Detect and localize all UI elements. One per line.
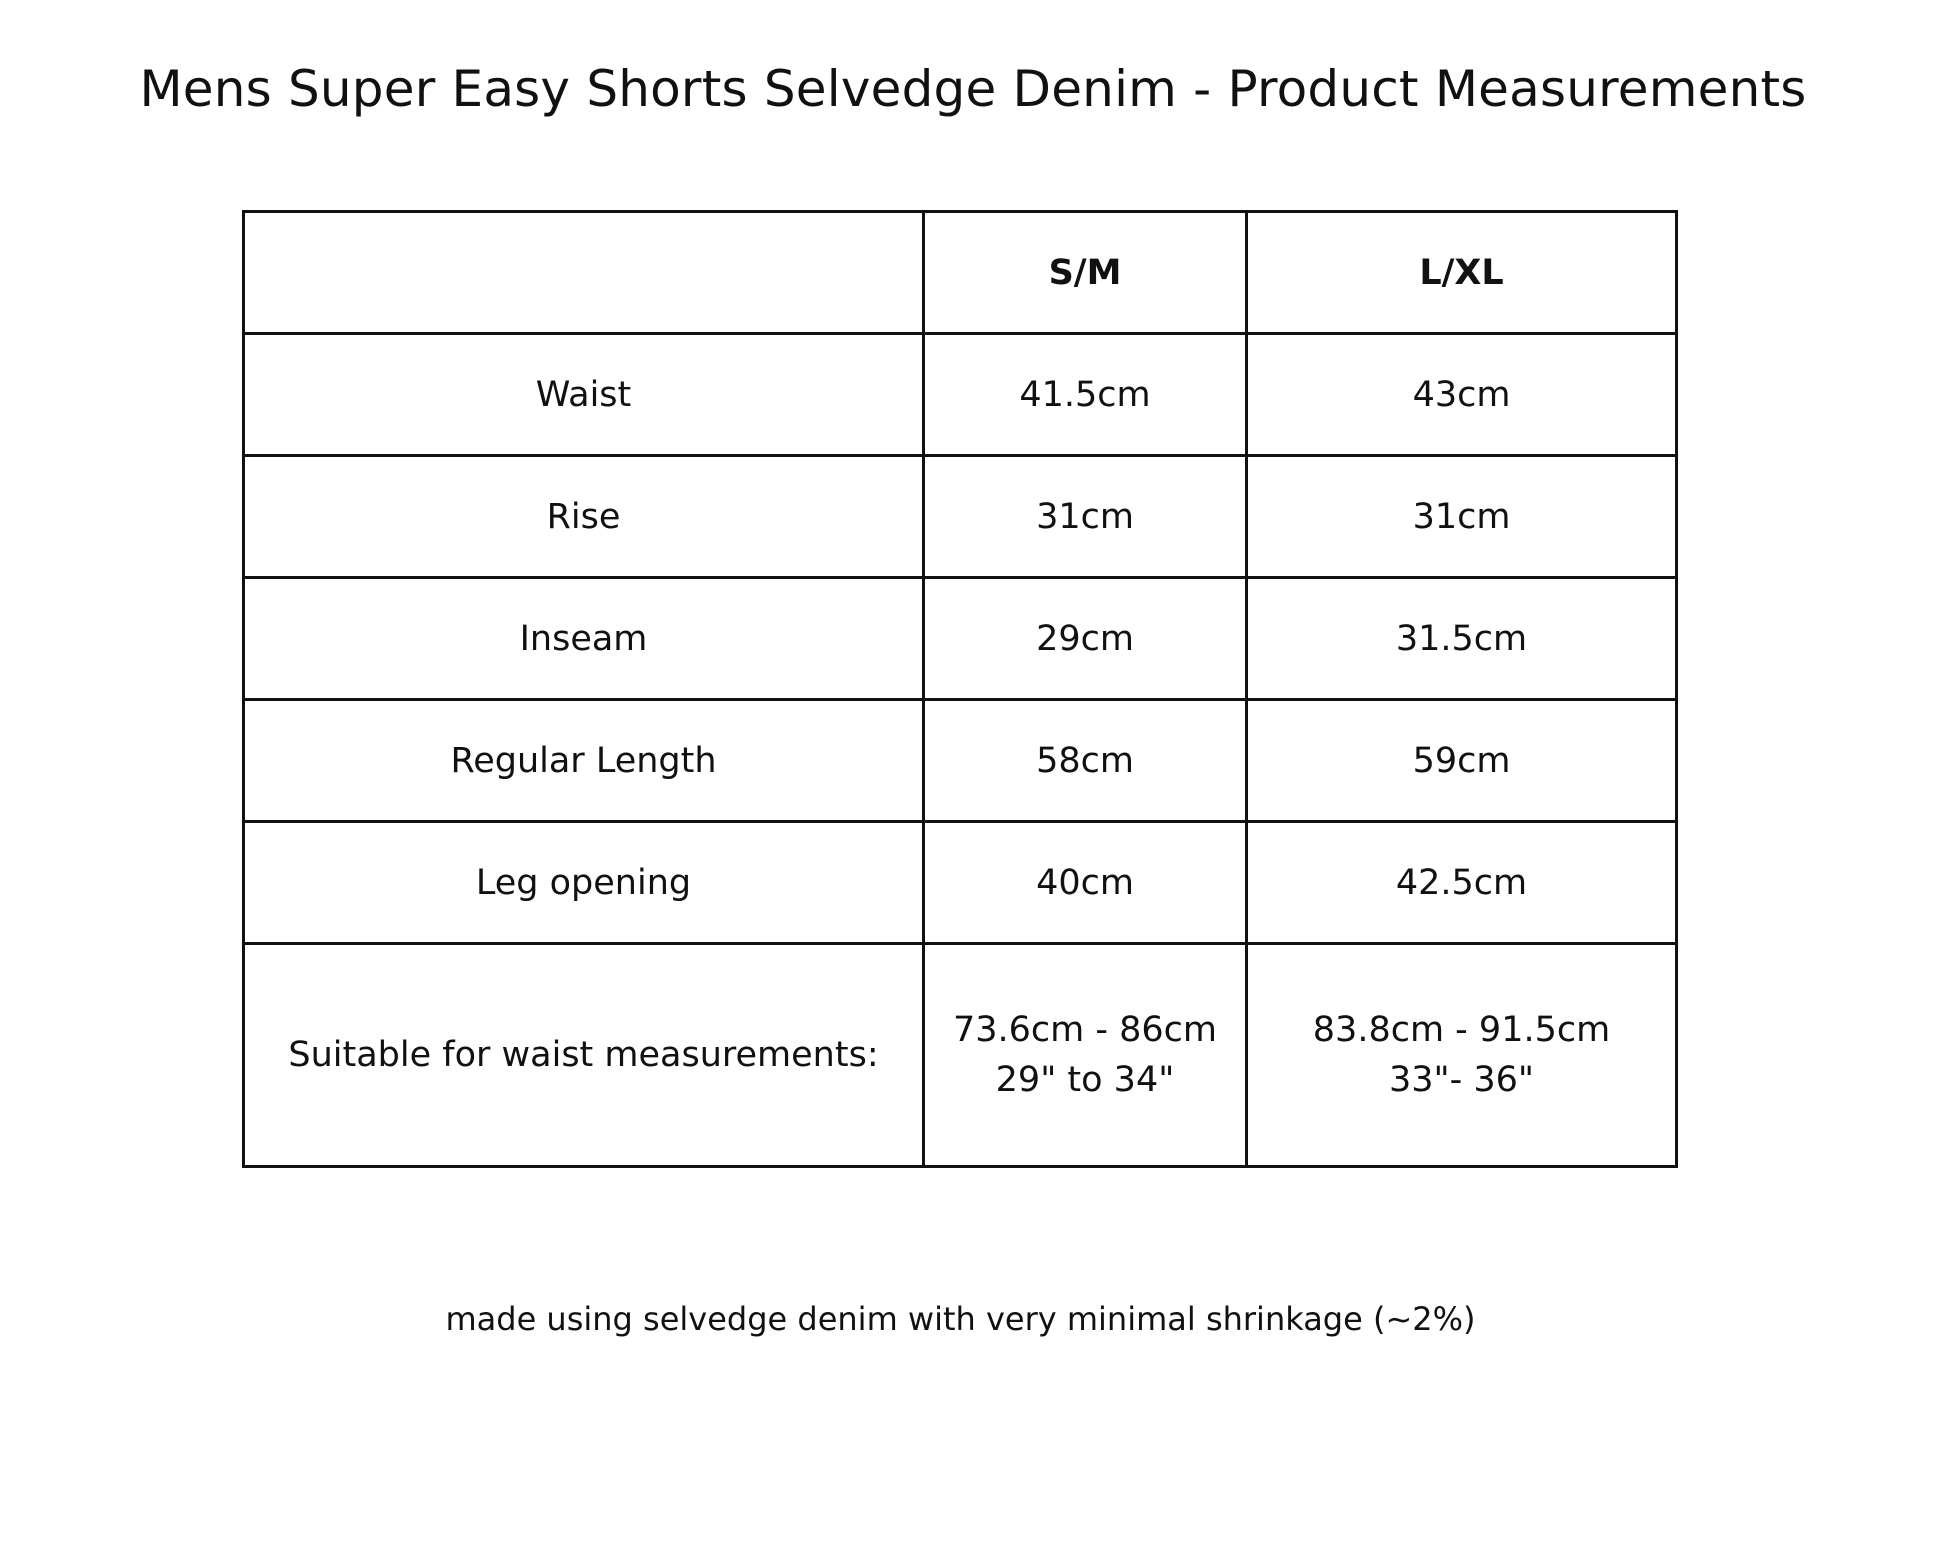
cell-sm: 31cm bbox=[924, 456, 1247, 578]
cell-sm: 58cm bbox=[924, 700, 1247, 822]
cell-lxl: 43cm bbox=[1247, 334, 1677, 456]
table-row bbox=[244, 822, 1677, 944]
cell-sm: 29cm bbox=[924, 578, 1247, 700]
header-cell-sm: S/M bbox=[924, 212, 1247, 334]
cell-lxl: 31.5cm bbox=[1247, 578, 1677, 700]
cell-lxl bbox=[1247, 944, 1677, 1167]
row-label: Regular Length bbox=[244, 700, 924, 822]
header-cell-lxl: L/XL bbox=[1247, 212, 1677, 334]
cell-sm: 40cm bbox=[924, 822, 1247, 944]
cell-lxl: 59cm bbox=[1247, 700, 1677, 822]
cell-lxl: 42.5cm bbox=[1247, 822, 1677, 944]
cell-sm-inch-range: 29" to 34" bbox=[995, 1060, 1175, 1100]
row-label: Rise bbox=[244, 456, 924, 578]
cell-sm-cm-range: 73.6cm - 86cm bbox=[952, 1010, 1218, 1050]
cell-lxl-inch-range: 33"- 36" bbox=[1388, 1060, 1535, 1100]
cell-sm: 41.5cm bbox=[924, 334, 1247, 456]
table-row bbox=[244, 456, 1677, 578]
page-title: Mens Super Easy Shorts Selvedge Denim - Product Measurements bbox=[139, 60, 1807, 118]
table-row bbox=[244, 700, 1677, 822]
cell-lxl: 31cm bbox=[1247, 456, 1677, 578]
cell-sm bbox=[924, 944, 1247, 1167]
table-row bbox=[244, 578, 1677, 700]
row-label: Leg opening bbox=[244, 822, 924, 944]
table-row bbox=[244, 334, 1677, 456]
row-label: Suitable for waist measurements: bbox=[244, 944, 924, 1167]
row-label: Inseam bbox=[244, 578, 924, 700]
table-row bbox=[244, 944, 1677, 1167]
table-header-row bbox=[244, 212, 1677, 334]
header-cell-empty bbox=[244, 212, 924, 334]
cell-lxl-cm-range: 83.8cm - 91.5cm bbox=[1312, 1010, 1611, 1050]
footer-note: made using selvedge denim with very minimal shrinkage (~2%) bbox=[445, 1300, 1476, 1338]
row-label: Waist bbox=[244, 334, 924, 456]
measurements-table bbox=[242, 210, 1678, 1168]
